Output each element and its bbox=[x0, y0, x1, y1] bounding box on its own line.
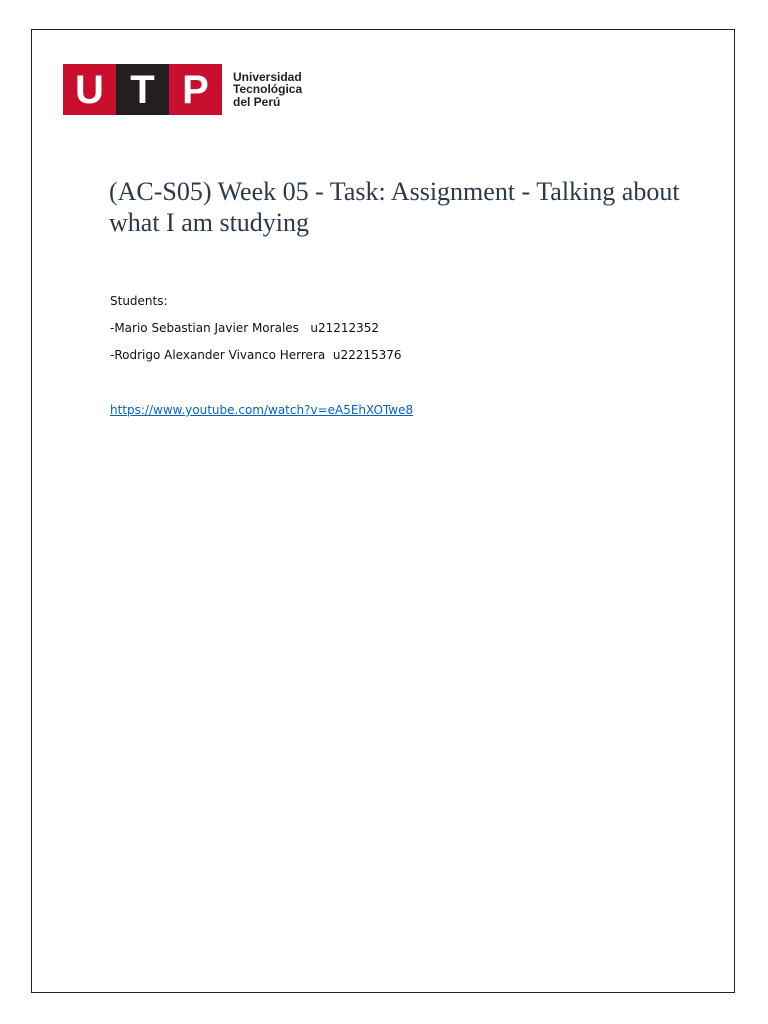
logo-letter-t: T bbox=[116, 64, 169, 115]
youtube-link[interactable]: https://www.youtube.com/watch?v=eA5EhXOTwe8 bbox=[110, 403, 414, 417]
logo-text-line-1: Universidad bbox=[233, 69, 302, 84]
logo-letter-p: P bbox=[169, 64, 222, 115]
logo-letter-u: U bbox=[63, 64, 116, 115]
utp-logo bbox=[63, 64, 302, 115]
document-title: (AC-S05) Week 05 - Task: Assignment - Talking about what I am studying bbox=[109, 177, 680, 237]
logo-university-name bbox=[233, 71, 302, 109]
logo-text-line-3: del Perú bbox=[233, 94, 281, 109]
document-page bbox=[31, 29, 735, 993]
student-entry-1: -Mario Sebastian Javier Morales u21212352 bbox=[110, 321, 380, 335]
students-label: Students: bbox=[110, 294, 168, 308]
logo-letter-blocks bbox=[63, 64, 222, 115]
logo-text-line-2: Tecnológica bbox=[233, 82, 303, 97]
student-entry-2: -Rodrigo Alexander Vivanco Herrera u22215376 bbox=[110, 348, 402, 362]
